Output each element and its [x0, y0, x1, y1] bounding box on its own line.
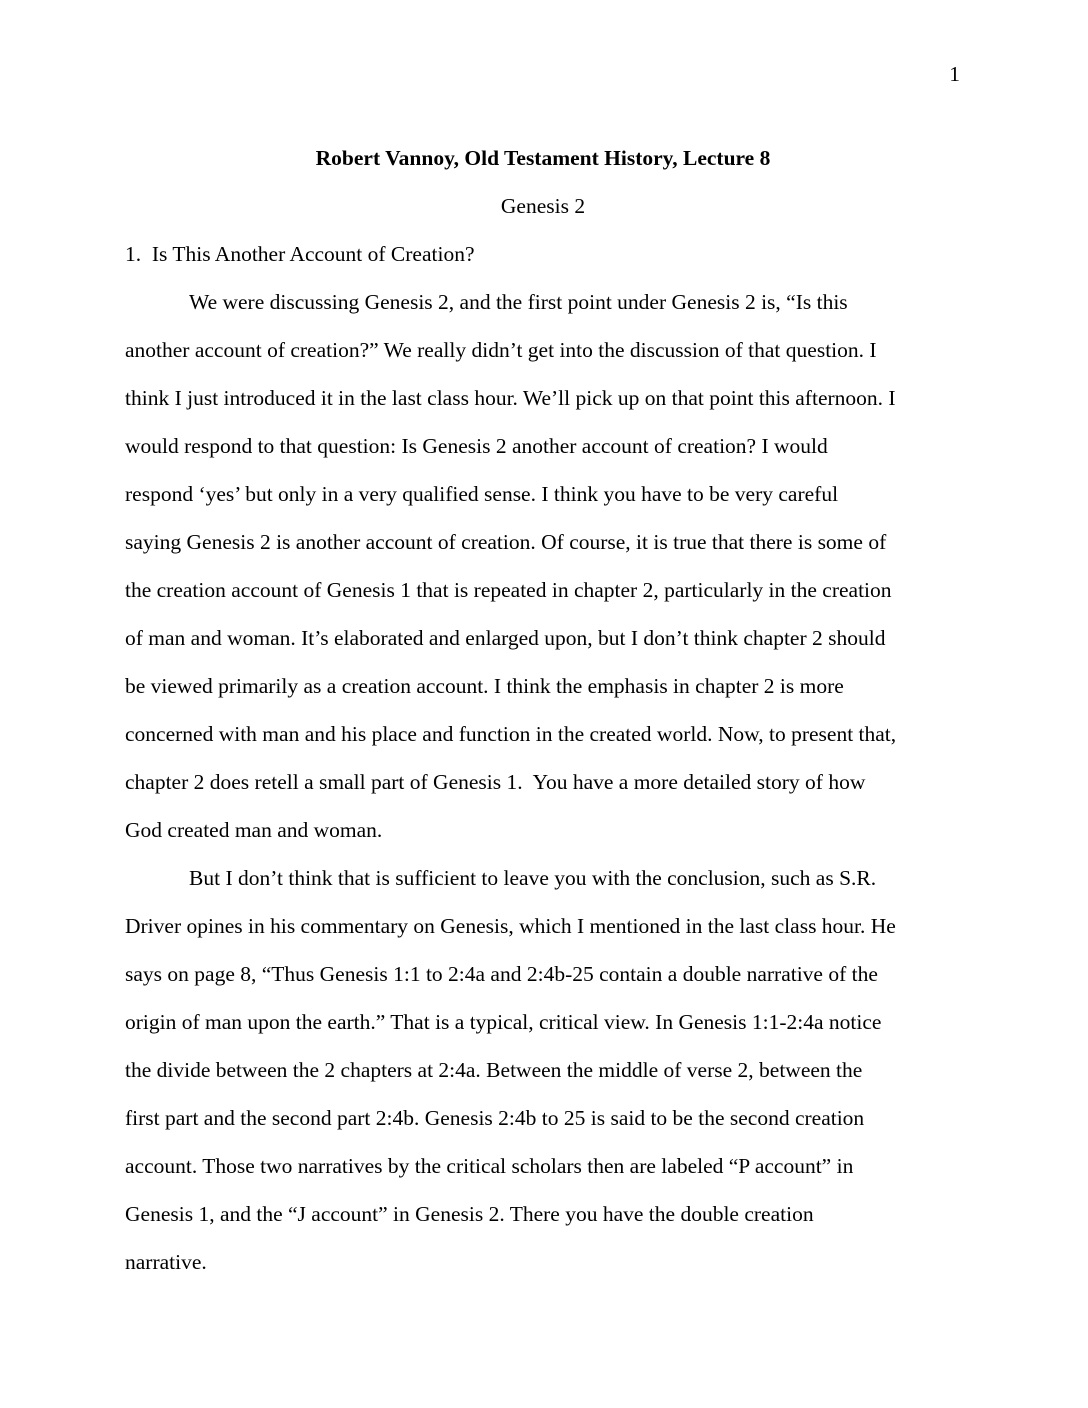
document-body [125, 134, 961, 1286]
text-line: Driver opines in his commentary on Genesis, which I mentioned in the last class hour. He [125, 914, 896, 938]
text-line: origin of man upon the earth.” That is a typical, critical view. In Genesis 1:1-2:4a notice [125, 1010, 882, 1034]
section-heading: 1. Is This Another Account of Creation? [125, 242, 475, 266]
text-line: concerned with man and his place and function in the created world. Now, to present that, [125, 722, 897, 746]
text-line: says on page 8, “Thus Genesis 1:1 to 2:4a and 2:4b-25 contain a double narrative of the [125, 962, 878, 986]
text-line: the divide between the 2 chapters at 2:4a. Between the middle of verse 2, between the [125, 1058, 863, 1082]
text-line: another account of creation?” We really didn’t get into the discussion of that question. I [125, 338, 877, 362]
document-subtitle: Genesis 2 [500, 194, 586, 218]
text-line: saying Genesis 2 is another account of creation. Of course, it is true that there is some of [125, 530, 887, 554]
text-line: first part and the second part 2:4b. Genesis 2:4b to 25 is said to be the second creation [125, 1106, 865, 1130]
text-line: We were discussing Genesis 2, and the first point under Genesis 2 is, “Is this [189, 290, 848, 314]
text-line: be viewed primarily as a creation account. I think the emphasis in chapter 2 is more [125, 674, 844, 698]
text-line: respond ‘yes’ but only in a very qualified sense. I think you have to be very careful [125, 482, 839, 506]
text-line: the creation account of Genesis 1 that is repeated in chapter 2, particularly in the creation [125, 578, 892, 602]
text-line: But I don’t think that is sufficient to leave you with the conclusion, such as S.R. [189, 866, 877, 890]
text-line: chapter 2 does retell a small part of Genesis 1. You have a more detailed story of how [125, 770, 866, 794]
text-line: God created man and woman. [125, 818, 383, 842]
text-line: think I just introduced it in the last class hour. We’ll pick up on that point this afternoon. I [125, 386, 896, 410]
document-title: Robert Vannoy, Old Testament History, Lecture 8 [315, 146, 771, 170]
paragraphs-container [125, 278, 961, 1286]
text-line: narrative. [125, 1250, 207, 1274]
page-number: 1 [949, 62, 960, 86]
text-line: account. Those two narratives by the critical scholars then are labeled “P account” in [125, 1154, 854, 1178]
text-line: of man and woman. It’s elaborated and enlarged upon, but I don’t think chapter 2 should [125, 626, 886, 650]
text-line: would respond to that question: Is Genesis 2 another account of creation? I would [125, 434, 828, 458]
text-line: Genesis 1, and the “J account” in Genesis 2. There you have the double creation [125, 1202, 814, 1226]
paragraph [125, 278, 961, 854]
paragraph [125, 854, 961, 1286]
